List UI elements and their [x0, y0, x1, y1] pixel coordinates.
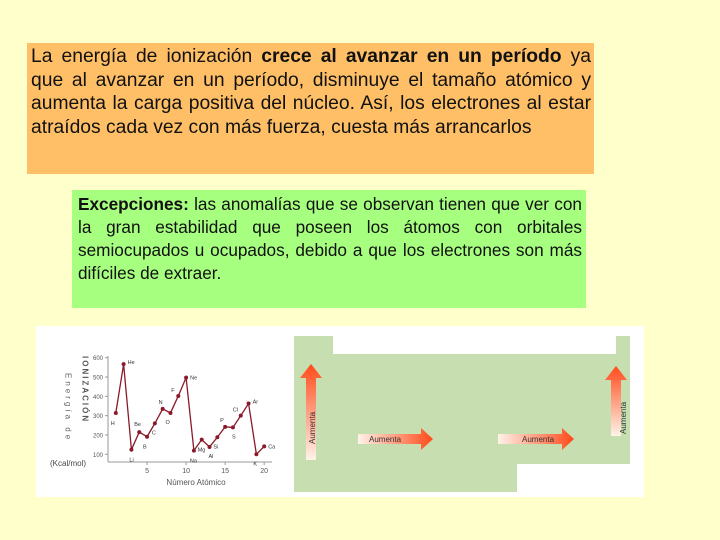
ionization-bold: crece al avanzar en un período — [261, 46, 562, 67]
ionization-lead: La energía de ionización — [31, 46, 262, 67]
x-tick-label: 5 — [145, 468, 150, 475]
data-point — [161, 407, 165, 411]
figure-svg — [36, 326, 644, 497]
point-label: P — [220, 417, 224, 424]
data-point — [184, 376, 188, 380]
point-label: Ca — [268, 444, 276, 451]
data-point — [200, 438, 204, 442]
data-point — [223, 425, 227, 429]
table-gap-bottom — [517, 464, 644, 497]
point-label: S — [231, 434, 236, 441]
data-point — [262, 444, 266, 448]
arrow-label-up-left: Aumenta — [308, 411, 317, 444]
data-point — [192, 449, 196, 453]
point-label: Si — [213, 444, 219, 451]
exceptions-title: Excepciones: — [78, 194, 189, 214]
unit-label: (Kcal/mol) — [50, 459, 87, 468]
ylabel-right: IONIZACIÓN — [80, 356, 90, 424]
data-point — [215, 435, 219, 439]
x-tick-label: 10 — [182, 468, 190, 475]
point-label: Na — [189, 458, 197, 465]
data-point — [247, 401, 251, 405]
arrow-label-right-2: Aumenta — [522, 435, 555, 444]
point-label: Ne — [190, 375, 198, 382]
point-label: Al — [208, 453, 214, 460]
data-point — [176, 394, 180, 398]
data-point — [145, 435, 149, 439]
data-point — [129, 448, 133, 452]
point-label: Be — [134, 422, 141, 429]
data-point — [122, 362, 126, 366]
point-label: C — [151, 430, 156, 437]
point-label: Li — [129, 457, 134, 464]
arrow-label-right-1: Aumenta — [369, 435, 402, 444]
y-tick-label: 600 — [92, 356, 103, 363]
y-tick-label: 300 — [92, 414, 103, 421]
point-label: F — [171, 387, 175, 394]
ionization-rest: ya que al avanzar en un período, disminuye el tamaño atómico y aumenta la carga positiva del núcleo. Así, los electrones al estar atraídos cada vez con más fuerza, cuesta más arrancarlos — [31, 46, 591, 138]
xlabel: Número Atómico — [166, 478, 226, 487]
point-label: Cl — [232, 407, 238, 414]
ionization-chart — [40, 332, 290, 492]
x-tick-label: 15 — [221, 468, 230, 475]
point-label: Mg — [197, 447, 206, 454]
data-point — [168, 411, 172, 415]
exceptions-text: las anomalías que se observan tienen que ver con la gran estabilidad que poseen los átomos con orbitales semiocupados u ocupados, debido a que los electrones son más difíciles de extraer. — [78, 194, 582, 283]
periodic-trend-diagram — [294, 336, 644, 497]
ionization-text-box — [27, 43, 594, 174]
data-point — [208, 445, 212, 449]
point-label: He — [127, 360, 135, 367]
table-gap-top — [333, 336, 616, 354]
data-point — [153, 421, 157, 425]
point-label: O — [165, 419, 170, 426]
point-label: Ar — [252, 399, 259, 406]
ionization-figure — [36, 326, 644, 497]
point-label: H — [110, 420, 115, 427]
x-tick-label: 20 — [260, 468, 269, 475]
exceptions-text-box — [72, 190, 586, 308]
y-tick-label: 200 — [92, 433, 103, 440]
data-point — [239, 414, 243, 418]
point-label: B — [143, 444, 147, 451]
ylabel-left: Energía de — [63, 373, 73, 443]
data-point — [114, 411, 118, 415]
data-point — [254, 452, 258, 456]
y-tick-label: 500 — [92, 375, 103, 382]
y-tick-label: 100 — [92, 452, 103, 459]
y-tick-label: 400 — [92, 394, 103, 401]
chart-background — [40, 332, 290, 492]
arrow-label-up-right: Aumenta — [619, 401, 628, 434]
point-label: N — [158, 399, 163, 406]
data-point — [231, 425, 235, 429]
point-label: K — [253, 461, 258, 468]
data-point — [137, 430, 141, 434]
